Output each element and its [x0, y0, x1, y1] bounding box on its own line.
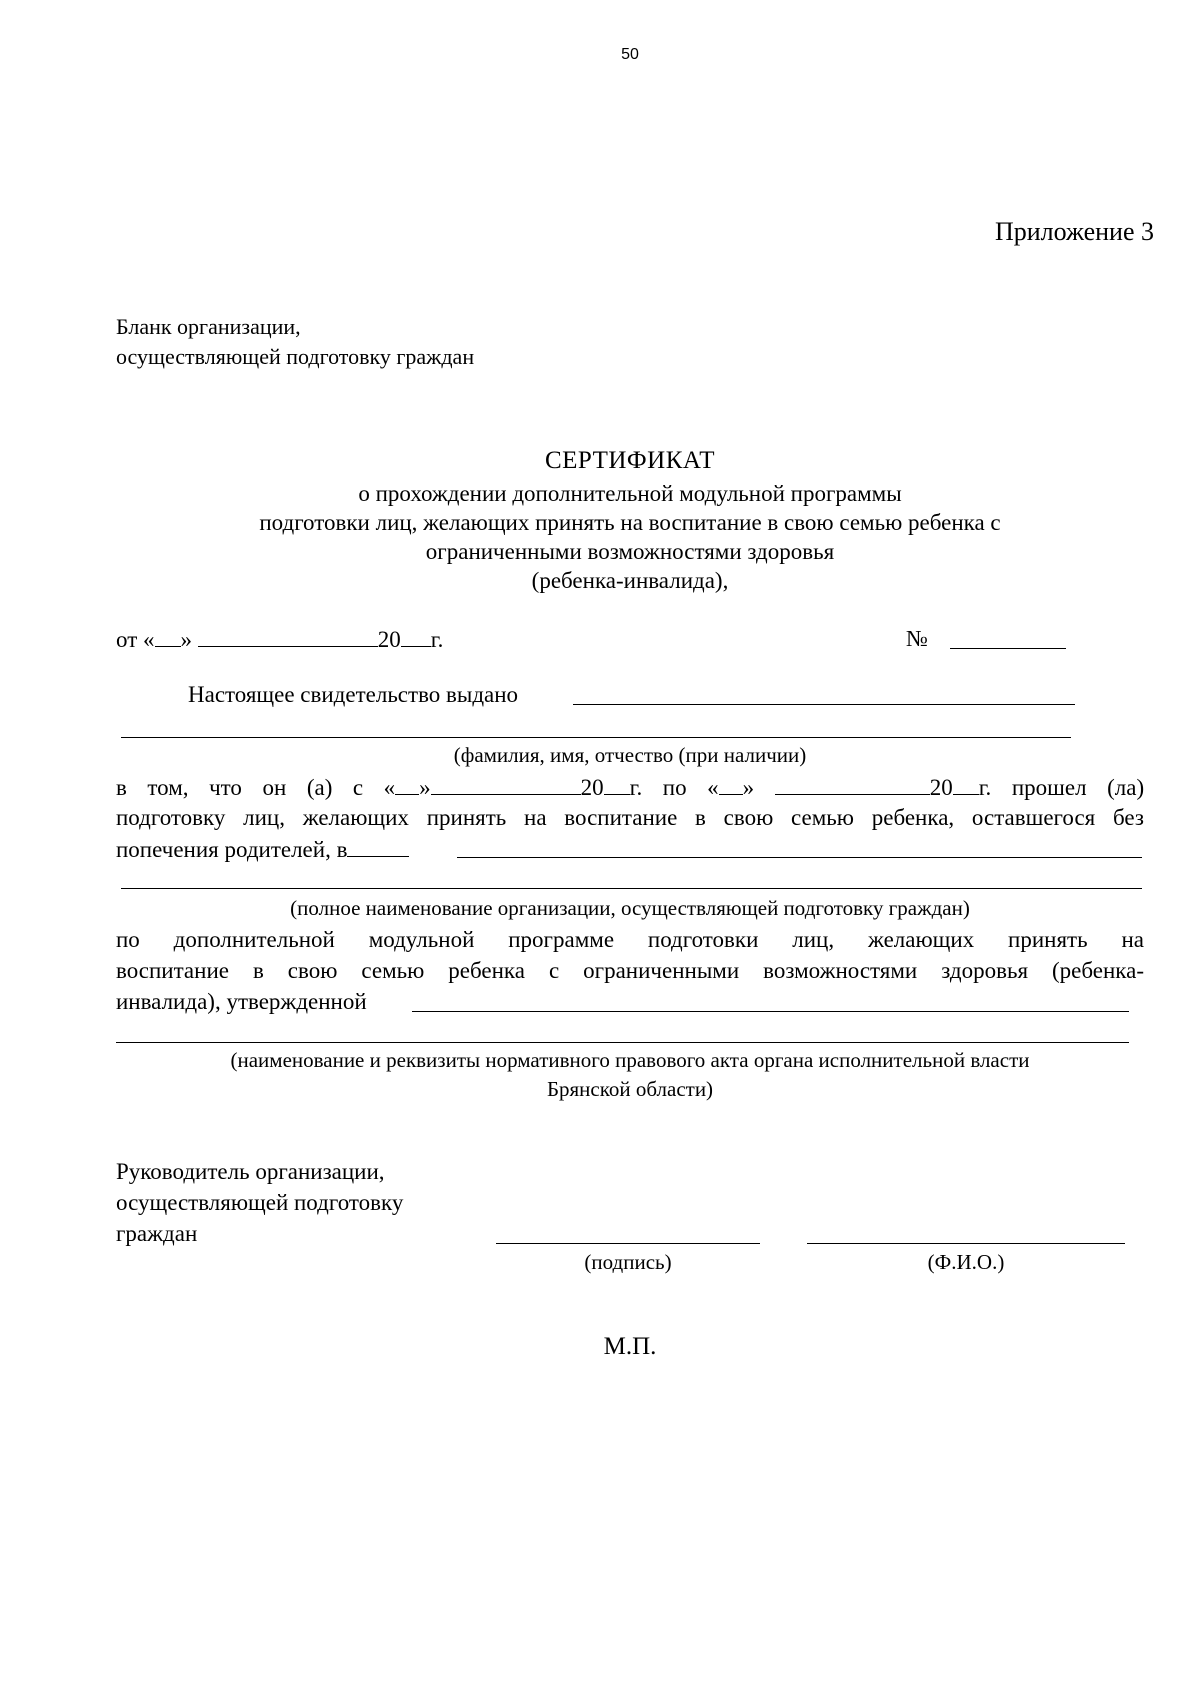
start-year-prefix: 20 — [580, 775, 604, 800]
end-month-field[interactable] — [775, 775, 930, 795]
period-word: (а) — [306, 775, 333, 800]
para2-line-1: по дополнительной модульной программе подготовки лиц, желающих принять на — [116, 927, 1144, 952]
org-name-field[interactable] — [457, 857, 1142, 858]
period-line — [116, 775, 1144, 799]
title-line-1: о прохождении дополнительной модульной программы — [358, 481, 902, 506]
blank-line-1: Бланк организации, — [116, 314, 301, 339]
org-caption: (полное наименование организации, осуществляющей подготовку граждан) — [290, 896, 970, 920]
signature-caption: (подпись) — [584, 1250, 672, 1274]
stamp-place: М.П. — [603, 1333, 657, 1360]
appendix-label: Приложение 3 — [994, 217, 1154, 246]
signatory-role-3: граждан — [116, 1221, 198, 1246]
date-year-suffix: г. — [430, 627, 444, 652]
end-year-suffix: г. — [978, 775, 992, 800]
date-row — [116, 627, 443, 651]
org-short-field[interactable] — [347, 837, 409, 857]
quote-open: « — [383, 775, 396, 800]
fio-caption: (Ф.И.О.) — [927, 1250, 1005, 1274]
quote-close: » — [419, 775, 431, 800]
signatory-role-1: Руководитель организации, — [116, 1159, 385, 1184]
number-sign: № — [906, 626, 928, 651]
quote-close: » — [742, 775, 755, 800]
period-word: с — [352, 775, 364, 800]
blank-line-2: осуществляющей подготовку граждан — [116, 344, 475, 369]
para1-line-3 — [116, 837, 409, 861]
period-word: в — [116, 775, 127, 800]
start-month-field[interactable] — [431, 775, 581, 795]
issued-name-field[interactable] — [573, 704, 1075, 705]
page-number: 50 — [621, 46, 639, 63]
date-close-quote: » — [180, 627, 192, 652]
date-from: от « — [116, 627, 155, 652]
date-year-prefix: 20 — [377, 627, 401, 652]
issued-label: Настоящее свидетельство выдано — [188, 682, 519, 707]
start-year-field[interactable] — [604, 775, 630, 795]
month-field[interactable] — [198, 627, 378, 647]
act-caption-2: Брянской области) — [546, 1077, 714, 1101]
period-word: прошел — [1011, 775, 1087, 800]
title-line-3: ограниченными возможностями здоровья — [425, 539, 835, 564]
start-year-suffix: г. по — [629, 775, 687, 800]
signatory-role-2: осуществляющей подготовку — [116, 1190, 404, 1215]
period-word: том, — [147, 775, 189, 800]
end-day-field[interactable] — [719, 775, 743, 795]
approved-act-field[interactable] — [412, 1011, 1129, 1012]
approved-act-field-2[interactable] — [116, 1042, 1129, 1043]
start-day-field[interactable] — [395, 775, 419, 795]
signature-field[interactable] — [496, 1243, 760, 1244]
act-caption-1: (наименование и реквизиты нормативного правового акта органа исполнительной власти — [230, 1048, 1030, 1072]
issued-caption: (фамилия, имя, отчество (при наличии) — [453, 743, 807, 767]
number-field[interactable] — [950, 648, 1066, 649]
quote-open: « — [707, 775, 719, 800]
end-year-field[interactable] — [953, 775, 979, 795]
org-name-field-2[interactable] — [121, 888, 1142, 889]
period-word: он — [262, 775, 287, 800]
period-word: (ла) — [1107, 775, 1145, 800]
end-year-prefix: 20 — [929, 775, 953, 800]
year-field[interactable] — [401, 627, 431, 647]
title-line-2: подготовки лиц, желающих принять на воспитание в свою семью ребенка с — [259, 510, 1001, 535]
para1-line-3-text: попечения родителей, в — [116, 837, 348, 862]
period-word: что — [209, 775, 242, 800]
day-field[interactable] — [155, 627, 181, 647]
para1-line-2: подготовку лиц, желающих принять на воспитание в свою семью ребенка, оставшегося без — [116, 805, 1144, 830]
document-title: СЕРТИФИКАТ — [544, 447, 716, 474]
issued-name-field-2[interactable] — [121, 737, 1071, 738]
title-line-4: (ребенка-инвалида), — [531, 568, 729, 593]
para2-line-3: инвалида), утвержденной — [116, 989, 367, 1014]
para2-line-2: воспитание в свою семью ребенка с ограниченными возможностями здоровья (ребенка- — [116, 958, 1144, 983]
fio-field[interactable] — [807, 1243, 1125, 1244]
